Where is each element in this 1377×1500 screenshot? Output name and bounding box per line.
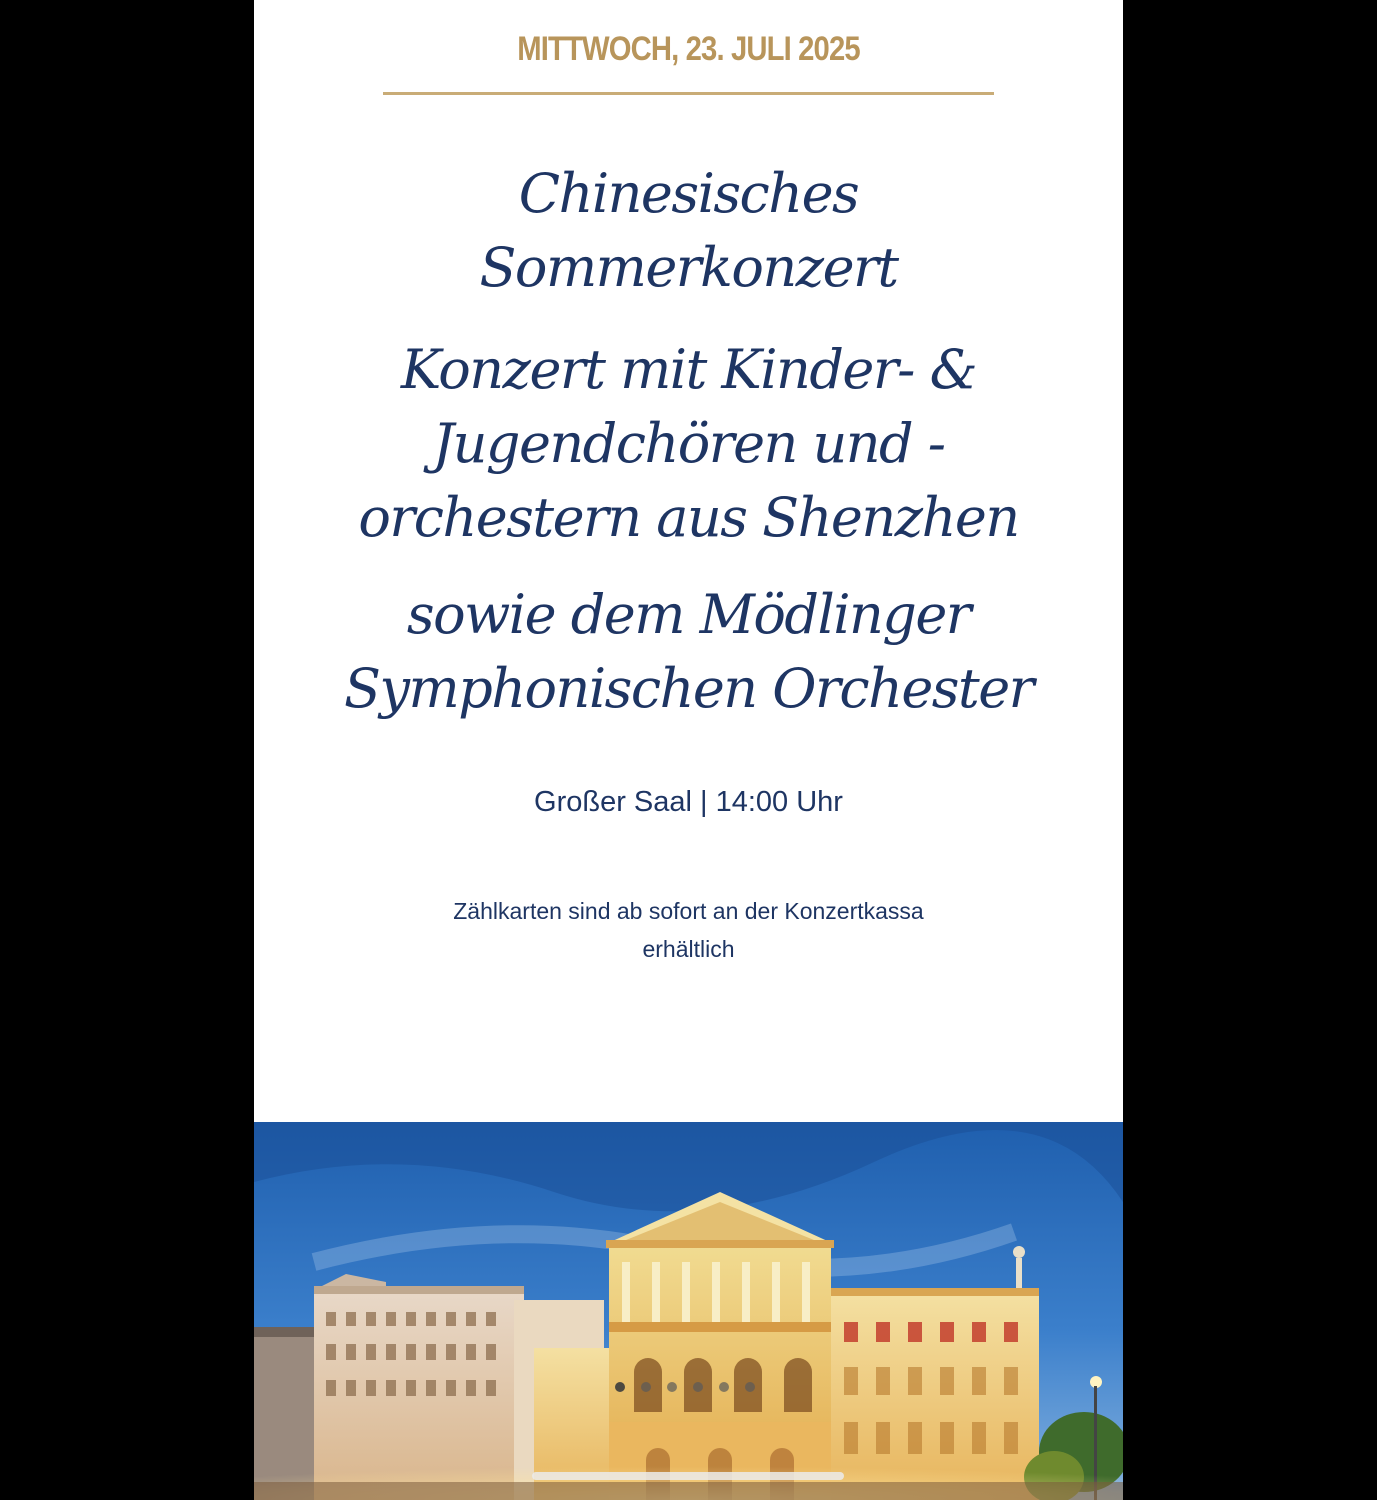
event-title-line: Sommerkonzert [479, 236, 898, 299]
event-subtitle-line: Jugendchören und - [432, 412, 945, 475]
event-subtitle-line: orchestern aus Shenzhen [358, 486, 1019, 549]
concert-hall-illustration [254, 1122, 1123, 1500]
event-title-line: Chinesisches [518, 162, 859, 225]
carousel-dot[interactable] [719, 1382, 729, 1392]
ticket-note [374, 892, 1003, 968]
carousel-dot[interactable] [693, 1382, 703, 1392]
concert-hall-photo[interactable] [254, 1122, 1123, 1500]
event-page [254, 0, 1123, 1500]
event-date: MITTWOCH, 23. JULI 2025 [517, 30, 860, 68]
venue-time: Großer Saal | 14:00 Uhr [534, 786, 843, 818]
carousel-dots [615, 1379, 755, 1395]
gold-divider [383, 92, 994, 95]
carousel-dot[interactable] [641, 1382, 651, 1392]
ticket-note-line: erhältlich [642, 936, 735, 962]
home-indicator[interactable] [532, 1472, 844, 1480]
event-subtitle-line: Konzert mit Kinder- & [400, 338, 977, 401]
carousel-dot[interactable] [667, 1382, 677, 1392]
event-title [254, 157, 1123, 305]
event-partner-line: sowie dem Mödlinger [406, 583, 971, 646]
carousel-dot[interactable] [615, 1382, 625, 1392]
event-partner [254, 578, 1123, 726]
event-partner-line: Symphonischen Orchester [344, 657, 1033, 720]
ticket-note-line: Zählkarten sind ab sofort an der Konzertkassa [453, 898, 924, 924]
carousel-dot[interactable] [745, 1382, 755, 1392]
event-subtitle [254, 333, 1123, 555]
